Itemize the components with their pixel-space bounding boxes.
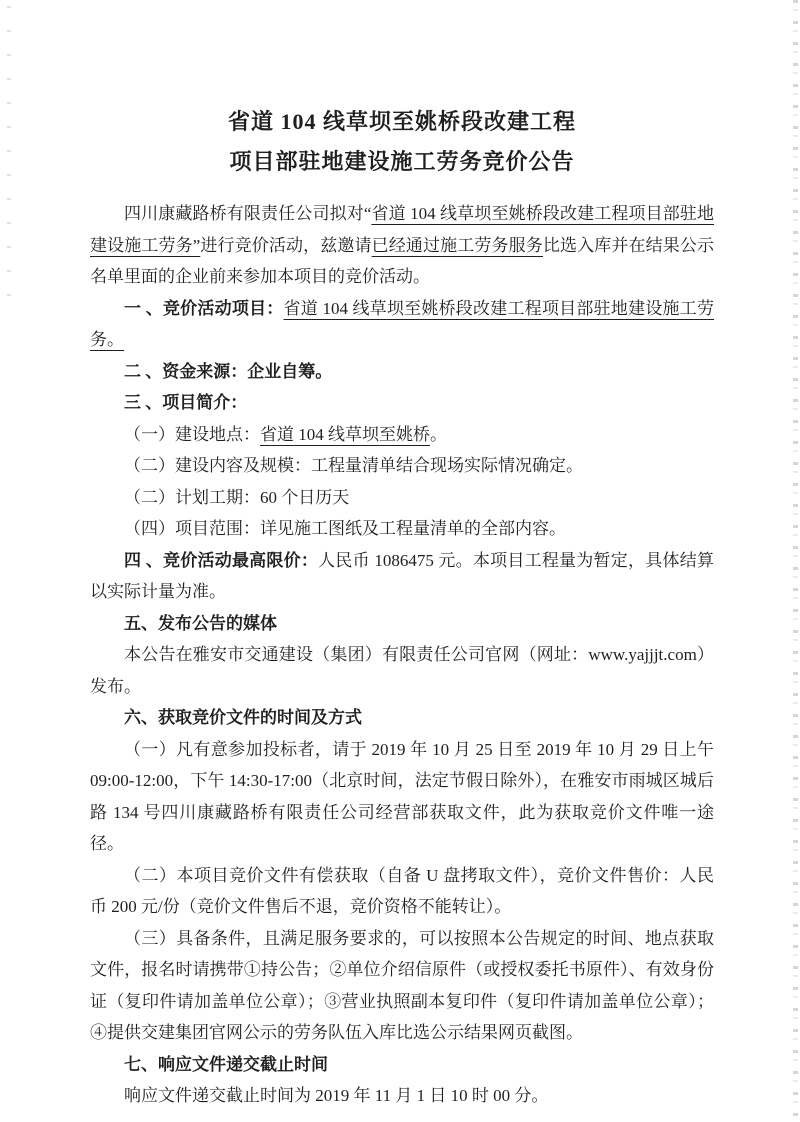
section-2-heading <box>90 356 714 388</box>
doc-title-line-2 <box>90 142 714 182</box>
section-3-item-3 <box>90 482 714 514</box>
text-segment: 四 、竞价活动最高限价： <box>124 550 319 570</box>
intro-paragraph <box>90 198 714 293</box>
text-segment: 本公告在雅安市交通建设（集团）有限责任公司官网（网址：www.yajjjt.com）发布。 <box>90 645 714 696</box>
text-segment: （四）项目范围：详见施工图纸及工程量清单的全部内容。 <box>124 519 566 538</box>
text-segment: 比选入库并在结果公示名单里面的企业前来参加本项目的竞价活动。 <box>90 235 715 286</box>
text-segment: （一）建设地点： <box>124 424 260 444</box>
section-3-item-2 <box>90 450 714 482</box>
section-3-heading <box>90 387 714 419</box>
text-segment: 省道 104 线草坝至姚桥 <box>260 424 430 444</box>
text-segment: 人民币 1086475 元。本项目工程量为暂定，具体结算以实际计量为准。 <box>90 550 714 601</box>
text-segment: 已经通过施工劳务服务 <box>371 235 543 255</box>
section-7-heading <box>90 1049 714 1081</box>
document-body <box>90 102 714 1112</box>
section-6-item-2 <box>90 860 714 923</box>
text-segment: 三 、项目简介： <box>124 393 248 412</box>
text-segment: 一 、竞价活动项目： <box>124 298 284 318</box>
section-6-item-3 <box>90 923 714 1049</box>
text-segment: 四川康藏路桥有限责任公司拟对“ <box>124 204 372 223</box>
text-segment: 六、获取竞价文件的时间及方式 <box>124 708 362 727</box>
section-6-heading <box>90 702 714 734</box>
section-5-paragraph <box>90 639 714 702</box>
section-7-paragraph <box>90 1080 714 1112</box>
text-segment: 。 <box>430 424 447 444</box>
text-segment: 进行竞价活动，兹邀请 <box>200 235 372 255</box>
text-segment: （三）具备条件，且满足服务要求的，可以按照本公告规定的时间、地点获取文件，报名时请携带①持公告；②单位介绍信原件（或授权委托书原件）、有效身份证（复印件请加盖单位公章）；③营业执照副本复印件（复印件请加盖单位公章）；④提供交建集团官网公示的劳务队伍入库比选公示结果网页截图。 <box>90 928 714 1042</box>
section-1-heading <box>90 293 714 356</box>
section-3-item-4 <box>90 513 714 545</box>
text-segment: （二）建设内容及规模：工程量清单结合现场实际情况确定。 <box>124 456 583 475</box>
text-segment: 省道 104 线草坝至姚桥段改建工程项目部驻地建设施工劳务。 <box>90 298 715 349</box>
text-segment: （一）凡有意参加投标者，请于 2019 年 10 月 25 日至 2019 年 10 月 29 日上午 09:00-12:00，下午 14:30-17:00（北京时间，法定节假日除外），在雅安市雨城区城后路 134 号四川康藏路桥有限责任公司经营部获取文件，此为获取竞价文件唯一途径。 <box>90 739 714 853</box>
text-segment: 七、响应文件递交截止时间 <box>124 1054 328 1074</box>
section-3-item-1 <box>90 419 714 451</box>
section-5-heading <box>90 608 714 640</box>
section-6-item-1 <box>90 734 714 860</box>
text-segment: 五、发布公告的媒体 <box>124 613 277 633</box>
text-segment: （二）本项目竞价文件有偿获取（自备 U 盘拷取文件），竞价文件售价：人民币 200 元/份（竞价文件售后不退，竞价资格不能转让）。 <box>90 865 714 916</box>
text-segment: 省道 104 线草坝至姚桥段改建工程项目部驻地建设施工劳务” <box>90 204 715 255</box>
text-segment: 项目部驻地建设施工劳务竞价公告 <box>229 149 575 174</box>
text-segment: 省道 104 线草坝至姚桥段改建工程 <box>227 109 576 134</box>
text-segment: 响应文件递交截止时间为 2019 年 11 月 1 日 10 时 00 分。 <box>124 1086 549 1105</box>
scan-noise-right-edge <box>793 0 798 1122</box>
doc-title-line-1 <box>90 102 714 142</box>
text-segment: （二）计划工期：60 个日历天 <box>124 487 350 507</box>
section-4-paragraph <box>90 545 714 608</box>
text-segment: 二 、资金来源：企业自筹。 <box>124 361 333 381</box>
scan-noise-left-edge <box>7 6 11 316</box>
